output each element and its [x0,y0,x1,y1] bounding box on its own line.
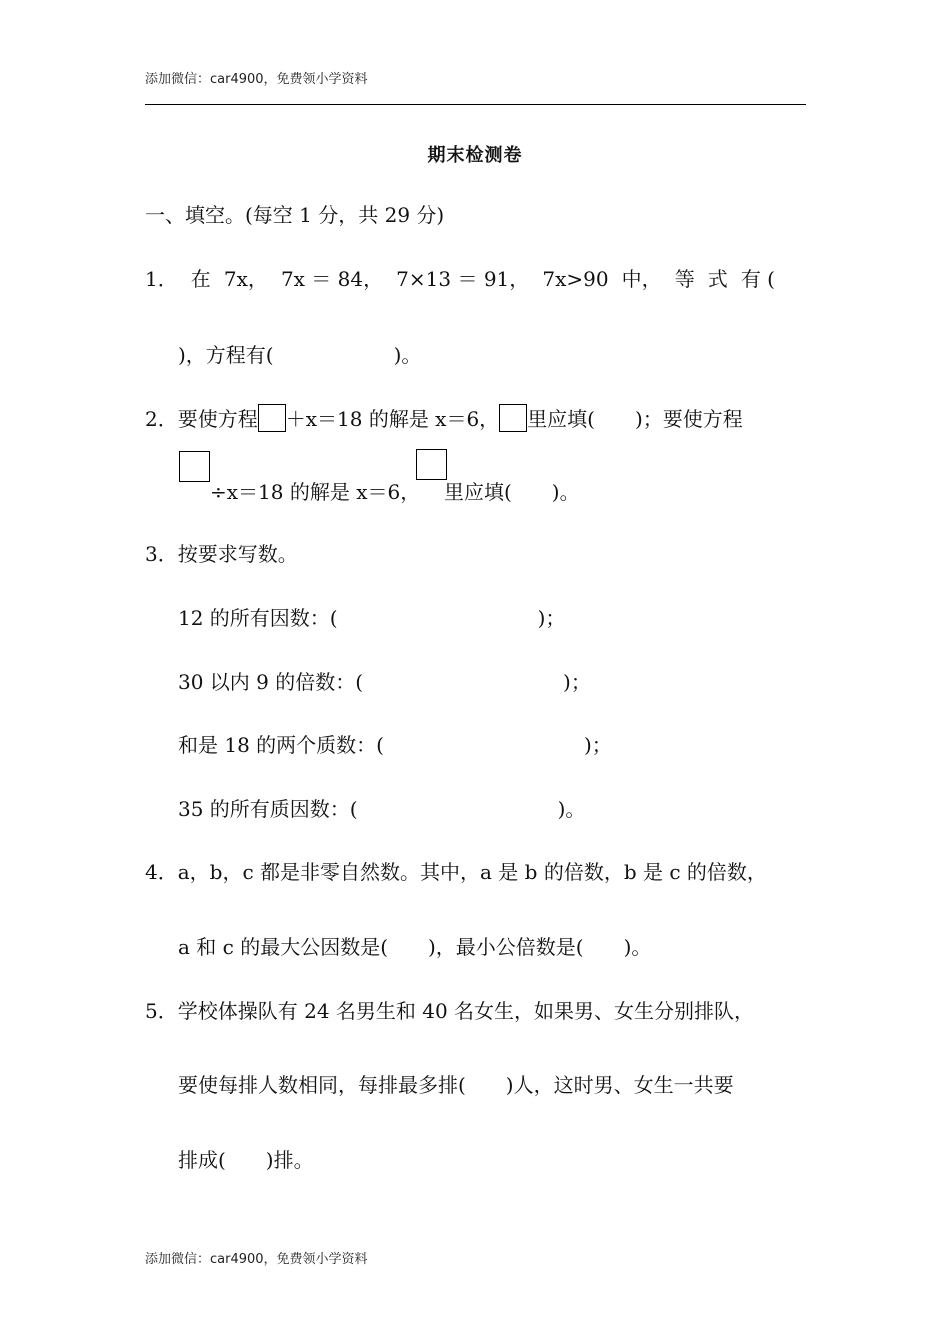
header-rule [145,104,806,105]
question-1-line-2: )，方程有( )。 [178,343,422,367]
page-title: 期末检测卷 [427,145,523,166]
q3-text: 按要求写数。 [177,542,298,566]
question-2-line-1 [145,404,743,432]
q1-token: 7×13 ＝ 91， [396,267,530,291]
q1-token: 中， [621,267,662,291]
question-5-line-1 [145,998,754,1024]
question-number: 3． [145,542,178,566]
q3-item: 30 以内 9 的倍数：( )； [178,670,591,694]
answer-box[interactable] [416,449,447,480]
section-heading: 一、填空。(每空 1 分，共 29 分) [145,203,445,227]
q2-part-b: ＋x＝18 的解是 x＝6， [285,407,500,431]
answer-box[interactable] [258,404,286,432]
q1-token: 在 [190,267,211,291]
question-3 [145,541,298,567]
q3-item: 12 的所有因数：( )； [178,606,566,630]
q2-part-d: ÷x＝18 的解是 x＝6， [210,480,421,504]
q1-token: 7x ＝ 84， [280,267,384,291]
question-number: 4． [145,860,178,884]
question-4-line-2: a 和 c 的最大公因数是( )，最小公倍数是( )。 [178,935,652,959]
question-number: 5． [145,999,178,1023]
q1-token: 式 [707,267,728,291]
question-5-line-3: 排成( )排。 [178,1148,314,1172]
question-4-line-1 [145,859,767,885]
q1-token: 7x， [223,267,268,291]
q3-item: 和是 18 的两个质数：( )； [178,733,612,757]
page-footer: 添加微信：car4900，免费领小学资料 [145,1252,368,1267]
question-number: 1． [145,267,178,291]
q5-line-1: 学校体操队有 24 名男生和 40 名女生，如果男、女生分别排队， [177,999,755,1023]
q2-part-a: 要使方程 [177,407,258,431]
page-header: 添加微信：car4900，免费领小学资料 [145,72,368,87]
q3-item: 35 的所有质因数：( )。 [178,797,586,821]
q1-token: 有 ( [740,267,775,291]
answer-box[interactable] [179,451,210,482]
answer-box[interactable] [499,404,527,432]
q1-token: 7x>90 [542,267,609,291]
question-1-line-1 [145,266,775,292]
q2-part-e: 里应填( )。 [444,480,580,504]
question-number: 2． [145,407,178,431]
q1-token: 等 [674,267,695,291]
q4-line-1: a，b，c 都是非零自然数。其中，a 是 b 的倍数，b 是 c 的倍数， [177,860,767,884]
question-5-line-2: 要使每排人数相同，每排最多排( )人，这时男、女生一共要 [178,1073,734,1097]
q2-part-c: 里应填( )；要使方程 [527,407,743,431]
